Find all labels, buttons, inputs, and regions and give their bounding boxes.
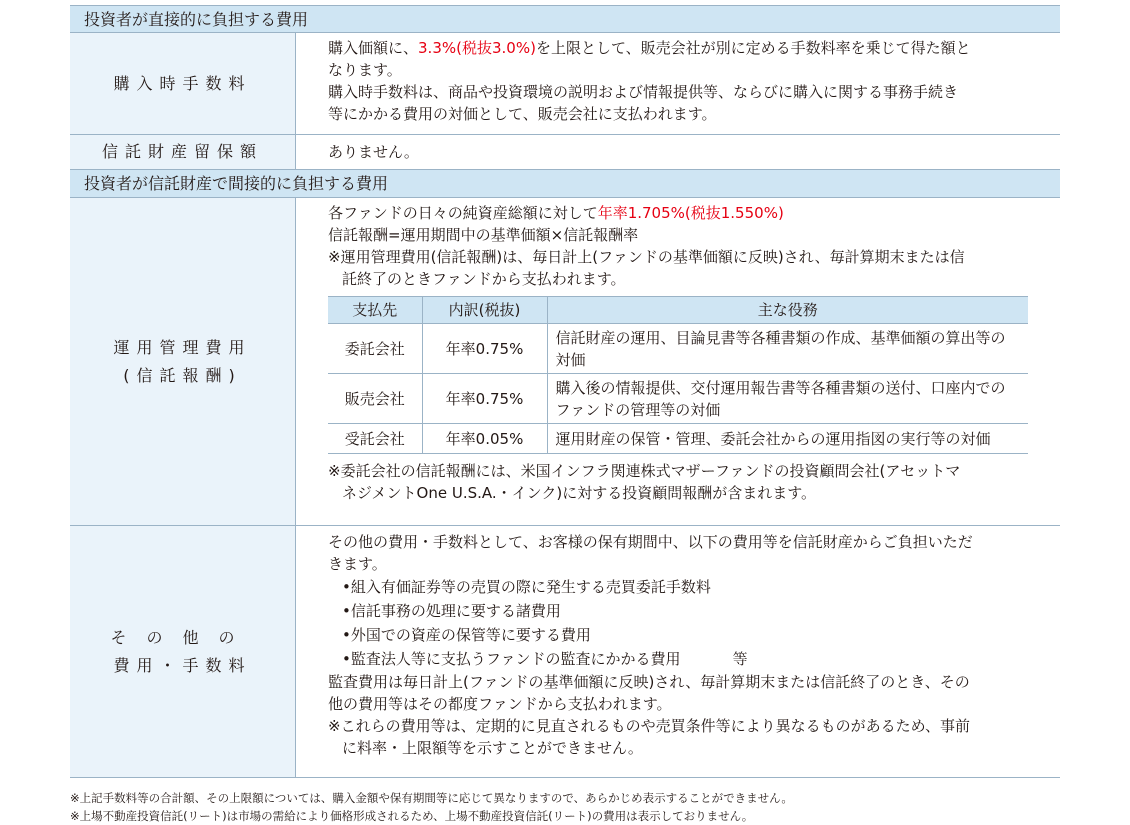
rate-cell: 年率0.75% [422, 324, 547, 374]
row-management-fee [70, 198, 1060, 526]
payee-cell: 受託会社 [328, 424, 422, 454]
table-row [328, 324, 1028, 374]
purchase-fee-line2: なります。 [328, 61, 402, 79]
list-item: •監査法人等に支払うファンドの監査にかかる費用 [342, 650, 681, 668]
retention-label: 信託財産留保額 [70, 135, 296, 169]
retention-value: ありません。 [328, 143, 419, 161]
other-fees-label-line2: 費用・手数料 [113, 655, 252, 675]
management-fee-note2a: ※委託会社の信託報酬には、米国インフラ関連株式マザーファンドの投資顧問会社(アセットマ [328, 462, 961, 480]
list-item: •外国での資産の保管等に要する費用 [342, 626, 591, 644]
payee-cell: 販売会社 [328, 374, 422, 424]
header-services: 主な役務 [547, 297, 1028, 324]
other-fees-intro-b: きます。 [328, 555, 387, 573]
fee-table [70, 5, 1060, 778]
header-payee: 支払先 [328, 297, 422, 324]
table-row [328, 374, 1028, 424]
other-fees-note-a: ※これらの費用等は、定期的に見直されるものや売買条件等により異なるものがあるため、事前 [328, 717, 970, 735]
other-fees-note-b: に料率・上限額等を示すことができません。 [342, 739, 643, 757]
management-fee-label-line1: 運用管理費用 [113, 337, 252, 357]
management-fee-formula: 信託報酬=運用期間中の基準価額×信託報酬率 [328, 226, 639, 244]
audit-fee-a: 監査費用は毎日計上(ファンドの基準価額に反映)され、毎計算期末または信託終了のとき、その [328, 673, 970, 691]
other-fees-label [70, 526, 296, 777]
management-fee-note2b: ネジメントOne U.S.A.・インク)に対する投資顧問報酬が含まれます。 [342, 484, 817, 502]
management-fee-note1a: ※運用管理費用(信託報酬)は、毎日計上(ファンドの基準価額に反映)され、毎計算期末または信 [328, 248, 965, 266]
other-fees-intro-a: その他の費用・手数料として、お客様の保有期間中、以下の費用等を信託財産からご負担いただ [328, 533, 973, 551]
management-fee-rate: 年率1.705%(税抜1.550%) [597, 204, 784, 222]
purchase-fee-line4: 等にかかる費用の対価として、販売会社に支払われます。 [328, 105, 717, 123]
management-fee-note1b: 託終了のときファンドから支払われます。 [342, 270, 626, 288]
management-fee-label [70, 198, 296, 525]
table-row [328, 424, 1028, 454]
rate-cell: 年率0.75% [422, 374, 547, 424]
other-fees-content [296, 526, 1060, 777]
services-cell: 運用財産の保管・管理、委託会社からの運用指図の実行等の対価 [547, 424, 1028, 454]
etc-text: 等 [732, 650, 748, 668]
services-cell: 信託財産の運用、目論見書等各種書類の作成、基準価額の算出等の対価 [547, 324, 1028, 374]
management-fee-text: 各ファンドの日々の純資産総額に対して [328, 204, 598, 222]
list-item-last [328, 647, 1040, 671]
purchase-fee-line3: 購入時手数料は、商品や投資環境の説明および情報提供等、ならびに購入に関する事務手続き [328, 83, 959, 101]
list-item: •組入有価証券等の売買の際に発生する売買委託手数料 [342, 578, 711, 596]
purchase-fee-text: を上限として、販売会社が別に定める手数料率を乗じて得た額と [535, 39, 971, 57]
footnote-2: ※上場不動産投資信託(リート)は市場の需給により価格形成されるため、上場不動産投資信託(リート)の費用は表示しておりません。 [70, 809, 754, 823]
fee-breakdown-header [328, 297, 1028, 324]
row-retention [70, 135, 1060, 170]
management-fee-label-line2: (信託報酬) [123, 365, 242, 385]
rate-cell: 年率0.05% [422, 424, 547, 454]
management-fee-content [296, 198, 1060, 525]
list-item: •信託事務の処理に要する諸費用 [342, 602, 561, 620]
purchase-fee-rate: 3.3%(税抜3.0%) [418, 39, 536, 57]
purchase-fee-text: 購入価額に、 [328, 39, 419, 57]
footnote-1: ※上記手数料等の合計額、その上限額については、購入金額や保有期間等に応じて異なりますので、あらかじめ表示することができません。 [70, 791, 793, 805]
fee-breakdown-table [328, 296, 1028, 454]
row-other-fees [70, 526, 1060, 778]
audit-fee-b: 他の費用等はその都度ファンドから支払われます。 [328, 695, 672, 713]
footnotes [70, 789, 793, 825]
header-breakdown: 内訳(税抜) [422, 297, 547, 324]
management-fee-line1 [328, 202, 1040, 224]
services-cell: 購入後の情報提供、交付運用報告書等各種書類の送付、口座内でのファンドの管理等の対価 [547, 374, 1028, 424]
purchase-fee-line1 [328, 37, 1040, 59]
row-purchase-fee [70, 33, 1060, 135]
section-header-direct: 投資者が直接的に負担する費用 [70, 5, 1060, 33]
purchase-fee-label: 購入時手数料 [70, 33, 296, 134]
payee-cell: 委託会社 [328, 324, 422, 374]
other-fees-label-line1: その他の [110, 627, 255, 647]
section-header-indirect: 投資者が信託財産で間接的に負担する費用 [70, 170, 1060, 198]
purchase-fee-content [296, 33, 1060, 134]
